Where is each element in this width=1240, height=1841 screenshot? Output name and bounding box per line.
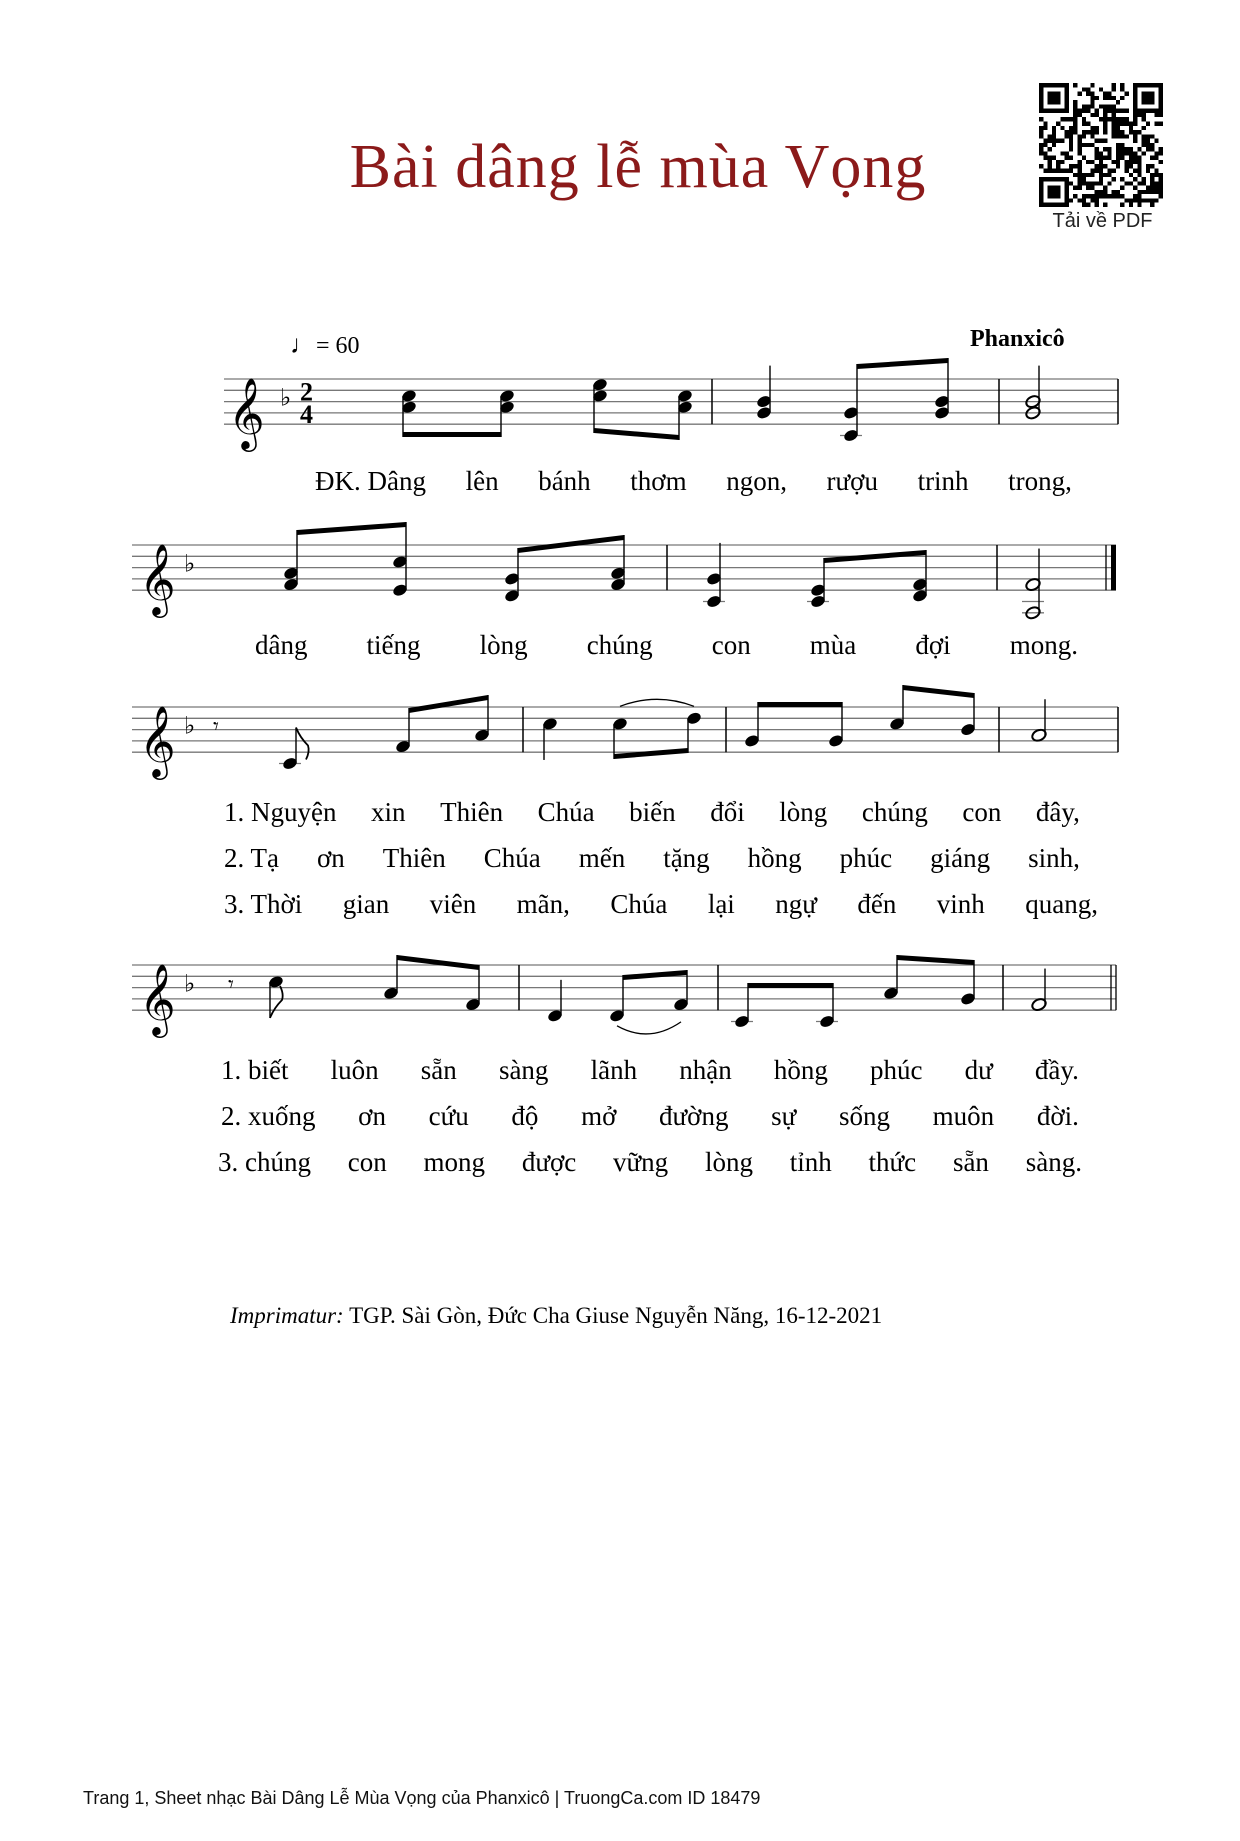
lyric-syllable: mãn, <box>516 889 570 919</box>
lyric-syllable: hồng <box>747 843 802 873</box>
treble-clef-icon: 𝄞 <box>139 704 176 778</box>
lyric-syllable: giáng <box>930 843 991 873</box>
flat-icon: ♭ <box>184 969 196 998</box>
lyric-syllable: được <box>521 1147 577 1177</box>
slur <box>617 1022 681 1034</box>
lyric-syllable: thức <box>868 1147 917 1177</box>
time-signature-bottom: 4 <box>300 400 313 430</box>
lyric-syllable: ơn <box>358 1101 386 1131</box>
lyric-syllable: cứu <box>428 1101 469 1131</box>
lyric-syllable: lại <box>707 889 735 919</box>
lyric-syllable: mong <box>423 1147 486 1177</box>
note-beam <box>409 695 488 713</box>
lyric-syllable: ĐK. Dâng <box>315 466 426 496</box>
treble-clef-icon: 𝄞 <box>139 962 176 1036</box>
lyric-syllable: hồng <box>773 1055 828 1085</box>
tempo-marking <box>290 330 360 360</box>
lyric-syllable: gian <box>342 889 390 919</box>
lyric-syllable: phúc <box>869 1055 923 1085</box>
lyric-syllable: đợi <box>915 630 951 660</box>
lyric-syllable: đây, <box>1035 797 1080 827</box>
lyric-syllable: đến <box>857 889 897 919</box>
lyric-syllable: lên <box>465 466 499 496</box>
composer: Phanxicô <box>970 326 1065 352</box>
lyric-line <box>221 1055 1079 1086</box>
lyric-syllable: Chúa <box>483 843 541 873</box>
lyric-line <box>218 1147 1082 1178</box>
lyric-syllable: đời. <box>1036 1101 1079 1131</box>
lyric-syllable: đường <box>659 1101 729 1131</box>
lyric-syllable: chúng <box>861 797 928 827</box>
download-pdf-link[interactable]: Tải về PDF <box>1052 210 1153 232</box>
note-beam <box>594 428 679 440</box>
lyric-syllable: sẵn <box>420 1055 457 1085</box>
lyric-syllable: độ <box>511 1101 539 1131</box>
lyric-syllable: tiếng <box>366 630 421 660</box>
lyric-syllable: mến <box>578 843 626 873</box>
lyric-line <box>224 797 1080 828</box>
song-title: Bài dâng lễ mùa Vọng <box>349 133 927 201</box>
lyric-syllable: thơm <box>630 466 687 496</box>
note-beam <box>758 702 842 707</box>
lyric-syllable: con <box>711 630 751 660</box>
note-beam <box>297 522 406 535</box>
lyric-syllable: con <box>962 797 1002 827</box>
lyric-line <box>224 843 1080 874</box>
lyric-syllable: sàng. <box>1025 1147 1082 1177</box>
lyric-syllable: lòng <box>479 630 528 660</box>
imprimatur-text: TGP. Sài Gòn, Đức Cha Giuse Nguyễn Năng, 16-12-2021 <box>343 1303 883 1328</box>
lyric-syllable: trinh <box>917 466 969 496</box>
note-beam <box>748 983 833 988</box>
note-flag <box>296 728 309 760</box>
slur <box>620 699 694 706</box>
lyric-syllable: 1. biết <box>221 1055 289 1085</box>
lyric-syllable: 2. xuống <box>221 1101 316 1131</box>
note-beam <box>403 432 501 437</box>
lyric-syllable: trong, <box>1008 466 1072 496</box>
time-signature-top: 2 <box>300 377 313 407</box>
lyric-syllable: quang, <box>1025 889 1098 919</box>
lyric-syllable: ơn <box>316 843 345 873</box>
page-footer: Trang 1, Sheet nhạc Bài Dâng Lễ Mùa Vọng của Phanxicô | TruongCa.com ID 18479 <box>83 1788 761 1808</box>
lyric-syllable: mong. <box>1009 630 1078 660</box>
lyric-syllable: sinh, <box>1028 843 1080 873</box>
lyric-syllable: bánh <box>538 466 591 496</box>
tempo-value: = 60 <box>316 333 360 359</box>
lyric-syllable: biến <box>629 797 676 827</box>
lyric-syllable: viên <box>429 889 477 919</box>
note-beam <box>857 358 948 369</box>
lyric-syllable: nhận <box>679 1055 732 1085</box>
lyric-syllable: 2. Tạ <box>224 843 279 873</box>
flat-icon: ♭ <box>184 711 196 740</box>
treble-clef-icon: 𝄞 <box>228 376 265 450</box>
eighth-rest-icon: 𝄾 <box>213 714 219 740</box>
lyric-syllable: ngự <box>775 889 817 919</box>
lyric-syllable: sự <box>771 1101 797 1131</box>
lyric-line <box>221 1101 1079 1132</box>
lyric-syllable: đổi <box>710 797 745 827</box>
lyric-syllable: chúng <box>586 630 653 660</box>
eighth-rest-icon: 𝄾 <box>228 972 234 998</box>
lyric-syllable: Chúa <box>610 889 668 919</box>
lyric-syllable: lãnh <box>590 1055 638 1085</box>
lyric-syllable: sàng <box>498 1055 549 1085</box>
lyric-syllable: 3. Thời <box>224 889 303 919</box>
lyric-syllable: sẵn <box>952 1147 989 1177</box>
lyric-syllable: muôn <box>932 1101 995 1131</box>
imprimatur-label: Imprimatur: <box>230 1303 344 1328</box>
lyric-syllable: lòng <box>704 1147 753 1177</box>
note-beam <box>397 955 479 970</box>
flat-icon: ♭ <box>184 549 196 578</box>
note-flag <box>270 986 283 1018</box>
lyric-syllable: luôn <box>330 1055 379 1085</box>
lyric-syllable: Thiên <box>440 797 504 827</box>
lyric-syllable: phúc <box>839 843 893 873</box>
lyric-syllable: tặng <box>663 843 710 873</box>
imprimatur <box>230 1303 882 1329</box>
lyric-line <box>255 630 1078 661</box>
note-beam <box>518 535 624 553</box>
lyric-syllable: sống <box>838 1101 890 1131</box>
note-beam <box>623 970 687 980</box>
note-beam <box>897 955 974 965</box>
note-beam <box>614 748 688 759</box>
flat-icon: ♭ <box>280 383 292 412</box>
note-beam <box>903 685 974 698</box>
lyric-syllable: vững <box>613 1147 669 1177</box>
lyric-syllable: tỉnh <box>789 1147 832 1177</box>
lyric-syllable: Thiên <box>382 843 446 873</box>
treble-clef-icon: 𝄞 <box>139 542 176 616</box>
lyric-syllable: xin <box>371 797 406 827</box>
lyric-syllable: đầy. <box>1034 1055 1079 1085</box>
lyric-syllable: vinh <box>936 889 985 919</box>
lyric-syllable: con <box>347 1147 387 1177</box>
lyric-syllable: dư <box>964 1055 993 1085</box>
lyric-syllable: 1. Nguyện <box>224 797 337 827</box>
lyric-syllable: lòng <box>779 797 828 827</box>
quarter-note-icon: ♩ <box>290 330 316 359</box>
lyric-syllable: mở <box>581 1101 617 1131</box>
final-bar-line <box>1111 545 1116 590</box>
lyric-line <box>315 466 1072 497</box>
lyric-syllable: dâng <box>255 630 308 660</box>
lyric-syllable: ngon, <box>726 466 787 496</box>
lyric-syllable: rượu <box>826 466 878 496</box>
lyric-syllable: Chúa <box>537 797 595 827</box>
lyric-line <box>224 889 1098 920</box>
lyric-syllable: mùa <box>809 630 857 660</box>
lyric-syllable: 3. chúng <box>218 1147 311 1177</box>
